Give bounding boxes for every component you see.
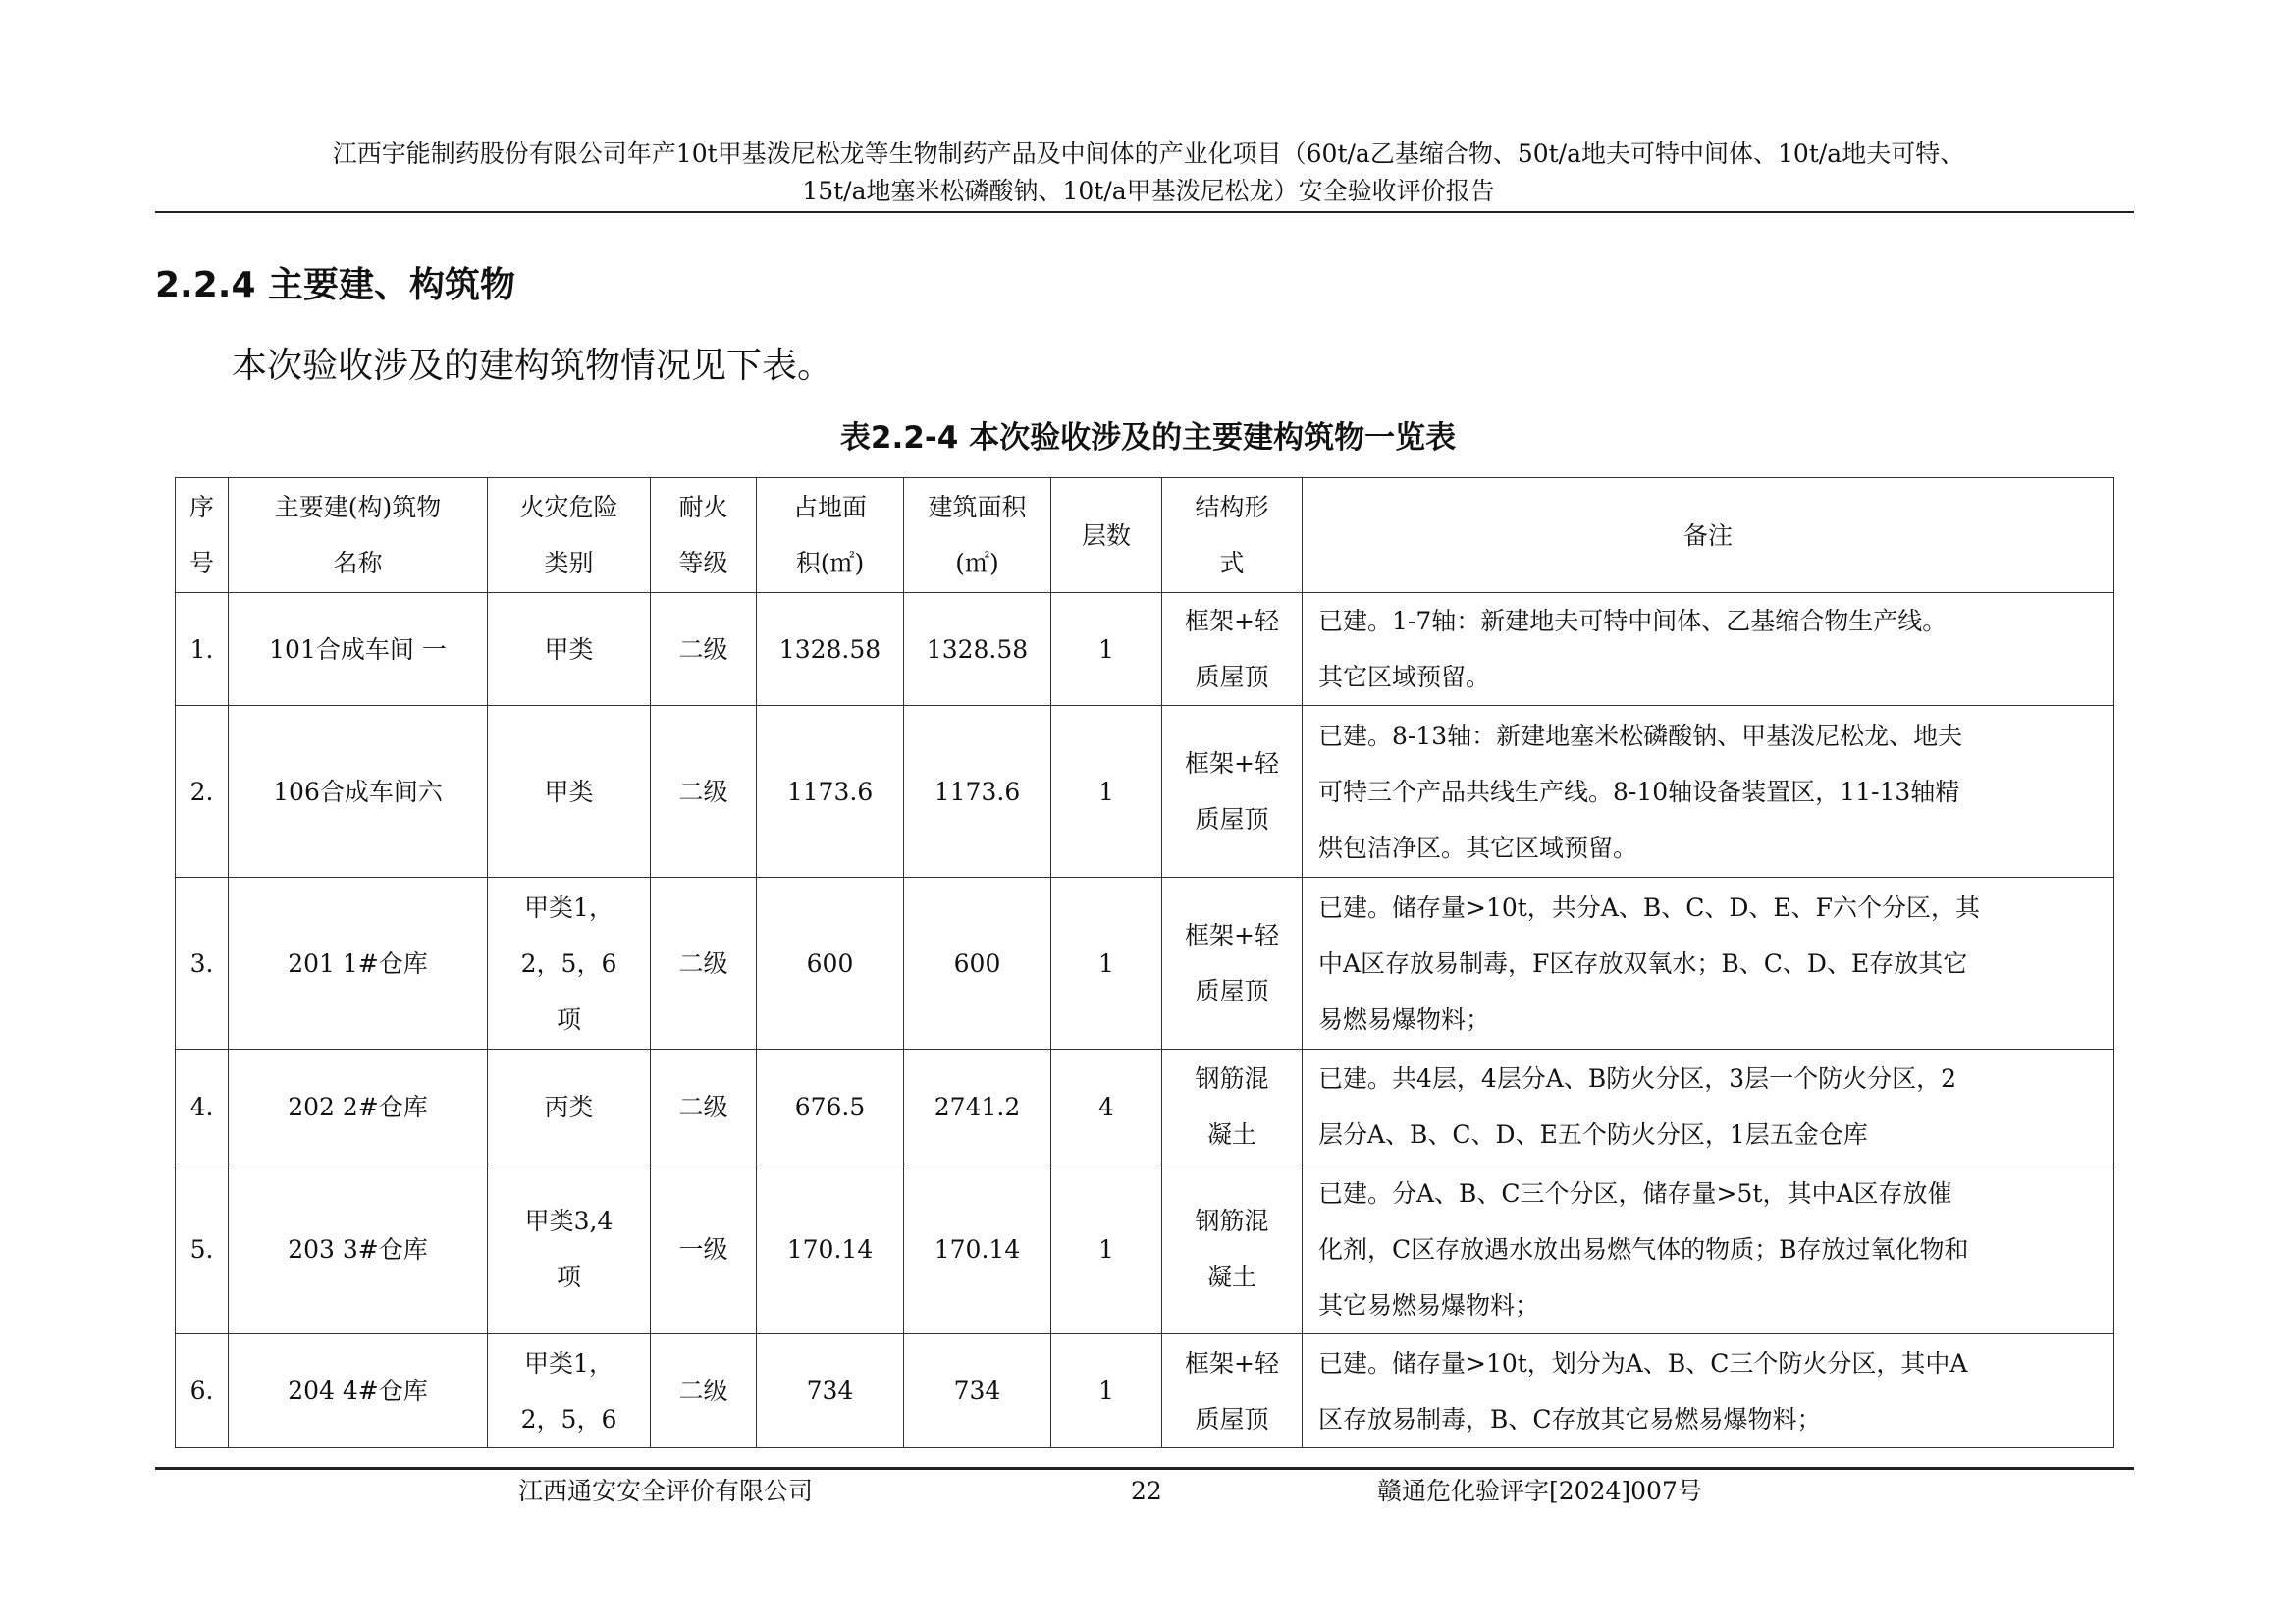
- cell-no: 5.: [176, 1164, 229, 1334]
- cell-land-area: 1173.6: [757, 706, 904, 878]
- header-fire-category: 火灾危险 类别: [488, 478, 651, 593]
- cell-fire-category: 甲类1， 2，5，6 项: [488, 878, 651, 1050]
- cell-fire-resistance: 二级: [651, 1050, 757, 1164]
- cell-no: 3.: [176, 878, 229, 1050]
- cell-structure: 钢筋混 凝土: [1162, 1164, 1303, 1334]
- table-row: [176, 1050, 2114, 1164]
- table-row: [176, 706, 2114, 878]
- cell-levels: 1: [1051, 706, 1162, 878]
- cell-no: 2.: [176, 706, 229, 878]
- table-row: [176, 593, 2114, 706]
- cell-structure: 框架+轻 质屋顶: [1162, 593, 1303, 706]
- cell-structure: 钢筋混 凝土: [1162, 1050, 1303, 1164]
- header-remark: 备注: [1303, 478, 2114, 593]
- footer-rule: [155, 1467, 2134, 1470]
- cell-fire-category: 丙类: [488, 1050, 651, 1164]
- cell-fire-resistance: 二级: [651, 593, 757, 706]
- header-rule: [155, 211, 2134, 213]
- header-floor-area: 建筑面积 (㎡): [904, 478, 1051, 593]
- cell-name: 101合成车间 一: [229, 593, 488, 706]
- cell-land-area: 170.14: [757, 1164, 904, 1334]
- cell-no: 6.: [176, 1334, 229, 1448]
- cell-land-area: 1328.58: [757, 593, 904, 706]
- cell-land-area: 676.5: [757, 1050, 904, 1164]
- header-levels: 层数: [1051, 478, 1162, 593]
- cell-floor-area: 734: [904, 1334, 1051, 1448]
- cell-land-area: 600: [757, 878, 904, 1050]
- header-no: 序 号: [176, 478, 229, 593]
- cell-structure: 框架+轻 质屋顶: [1162, 878, 1303, 1050]
- cell-floor-area: 170.14: [904, 1164, 1051, 1334]
- cell-fire-category: 甲类: [488, 706, 651, 878]
- cell-fire-resistance: 一级: [651, 1164, 757, 1334]
- buildings-table: [175, 477, 2114, 1448]
- cell-fire-category: 甲类: [488, 593, 651, 706]
- cell-name: 106合成车间六: [229, 706, 488, 878]
- cell-structure: 框架+轻 质屋顶: [1162, 706, 1303, 878]
- cell-fire-category: 甲类1， 2，5，6: [488, 1334, 651, 1448]
- cell-levels: 1: [1051, 1334, 1162, 1448]
- cell-remark: 已建。8-13轴：新建地塞米松磷酸钠、甲基泼尼松龙、地夫 可特三个产品共线生产线。8-10轴设备装置区，11-13轴精 烘包洁净区。其它区域预留。: [1303, 706, 2114, 878]
- section-heading: 2.2.4 主要建、构筑物: [155, 265, 516, 305]
- cell-fire-resistance: 二级: [651, 878, 757, 1050]
- cell-remark: 已建。共4层，4层分A、B防火分区，3层一个防火分区，2 层分A、B、C、D、E五个防火分区，1层五金仓库: [1303, 1050, 2114, 1164]
- cell-floor-area: 2741.2: [904, 1050, 1051, 1164]
- cell-name: 202 2#仓库: [229, 1050, 488, 1164]
- cell-floor-area: 1173.6: [904, 706, 1051, 878]
- table-row: [176, 878, 2114, 1050]
- cell-fire-resistance: 二级: [651, 1334, 757, 1448]
- header-structure: 结构形 式: [1162, 478, 1303, 593]
- cell-no: 1.: [176, 593, 229, 706]
- cell-name: 201 1#仓库: [229, 878, 488, 1050]
- table-row: [176, 1334, 2114, 1448]
- cell-remark: 已建。分A、B、C三个分区，储存量>5t，其中A区存放催 化剂，C区存放遇水放出易燃气体的物质；B存放过氧化物和 其它易燃易爆物料；: [1303, 1164, 2114, 1334]
- header-line-2: 15t/a地塞米松磷酸钠、10t/a甲基泼尼松龙）安全验收评价报告: [802, 177, 1495, 205]
- header-line-1: 江西宇能制药股份有限公司年产10t甲基泼尼松龙等生物制药产品及中间体的产业化项目（60t/a乙基缩合物、50t/a地夫可特中间体、10t/a地夫可特、: [332, 139, 1965, 168]
- cell-land-area: 734: [757, 1334, 904, 1448]
- cell-fire-category: 甲类3,4 项: [488, 1164, 651, 1334]
- cell-levels: 4: [1051, 1050, 1162, 1164]
- cell-remark: 已建。1-7轴：新建地夫可特中间体、乙基缩合物生产线。 其它区域预留。: [1303, 593, 2114, 706]
- cell-levels: 1: [1051, 1164, 1162, 1334]
- footer-company: 江西通安安全评价有限公司: [518, 1477, 814, 1505]
- table-caption: 表2.2-4 本次验收涉及的主要建构筑物一览表: [839, 420, 1457, 456]
- report-header-title: [157, 135, 2140, 210]
- cell-remark: 已建。储存量>10t，划分为A、B、C三个防火分区，其中A 区存放易制毒，B、C存放其它易燃易爆物料；: [1303, 1334, 2114, 1448]
- cell-levels: 1: [1051, 593, 1162, 706]
- page-number: 22: [1131, 1477, 1162, 1505]
- document-number: 赣通危化验评字[2024]007号: [1377, 1477, 1702, 1505]
- cell-name: 204 4#仓库: [229, 1334, 488, 1448]
- table-row: [176, 1164, 2114, 1334]
- cell-floor-area: 1328.58: [904, 593, 1051, 706]
- header-land-area: 占地面 积(㎡): [757, 478, 904, 593]
- cell-levels: 1: [1051, 878, 1162, 1050]
- cell-name: 203 3#仓库: [229, 1164, 488, 1334]
- cell-no: 4.: [176, 1050, 229, 1164]
- intro-paragraph: 本次验收涉及的建构筑物情况见下表。: [232, 346, 833, 386]
- cell-fire-resistance: 二级: [651, 706, 757, 878]
- header-fire-resistance: 耐火 等级: [651, 478, 757, 593]
- cell-remark: 已建。储存量>10t，共分A、B、C、D、E、F六个分区，其 中A区存放易制毒，F区存放双氧水；B、C、D、E存放其它 易燃易爆物料；: [1303, 878, 2114, 1050]
- header-name: 主要建(构)筑物 名称: [229, 478, 488, 593]
- cell-floor-area: 600: [904, 878, 1051, 1050]
- cell-structure: 框架+轻 质屋顶: [1162, 1334, 1303, 1448]
- table-header-row: [176, 478, 2114, 593]
